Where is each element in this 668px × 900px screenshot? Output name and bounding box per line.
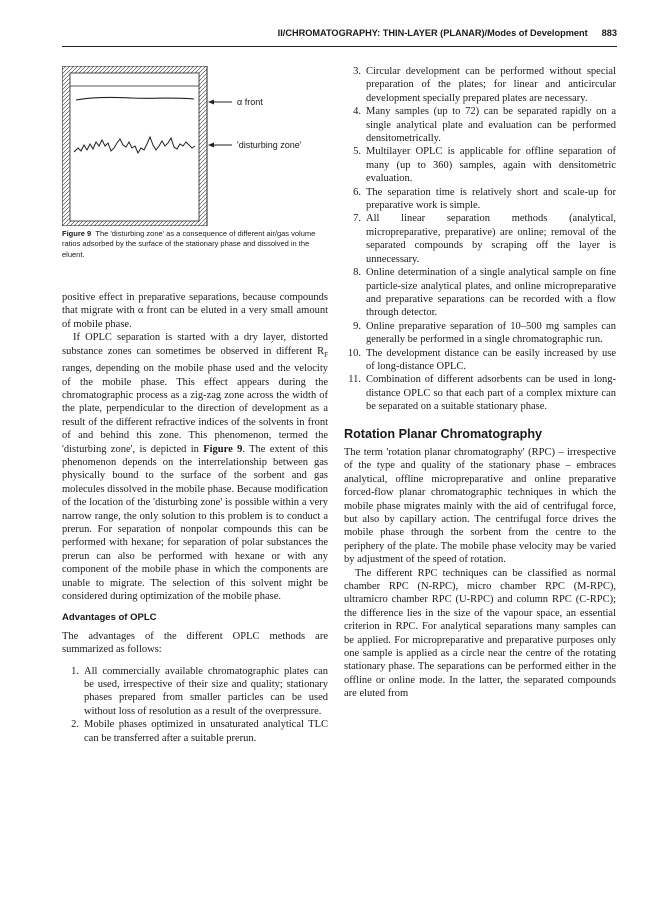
advantages-list-left [62, 665, 328, 745]
figure-caption [62, 229, 328, 260]
caption-label: Figure 9 [62, 229, 92, 238]
right-paragraph-2: The different RPC techniques can be classified as normal chamber RPC (N-RPC), micro chamber RPC (M-RPC), ultramicro chamber RPC (U-RPC) and column RPC (C-RPC); the difference lies in the size of the vapour space, an essential criterion in RPC. For analytical separations many samples can be applied. For micropreparative and preparative purposes only one sample is applied as a circle near the centre of the rotating stationary phase. The separations can be performed either in the offline or online mode. In the latter, the separated compounds are eluted from [344, 567, 616, 700]
list-item: 11. Combination of different adsorbents can be used in long-distance OPLC so that each part of a complex mixture can be separated on a suitable stationary phase. [348, 374, 616, 413]
list-item: 7. All linear separation methods (analytical, micropreparative, preparative) are online; removal of the separated compounds by scraping off the layer is unnecessary. [353, 213, 616, 265]
front-arrow-head [208, 100, 214, 105]
advantages-list-right [344, 65, 616, 414]
disturbing-zone-diagram [62, 66, 328, 226]
plate-layer [70, 73, 199, 221]
advantages-subheading: Advantages of OPLC [62, 612, 157, 624]
left-paragraph-1: positive effect in preparative separations, because compounds that migrate with α front can be eluted in a very small amount of mobile phase. [62, 292, 328, 330]
section-heading: Rotation Planar Chromatography [344, 426, 543, 441]
figure-reference[interactable]: Figure 9 [203, 443, 243, 455]
caption-text: The 'disturbing zone' as a consequence of different air/gas volume ratios adsorbed by the surface of the stationary phase and dissolved in the eluent. [62, 229, 316, 259]
left-column [62, 291, 328, 745]
list-item: 4. Many samples (up to 72) can be separated rapidly on a single analytical plate and evaluation can be performed densitometrically. [353, 106, 616, 145]
label-alpha-front: α front [237, 97, 263, 107]
list-item: 1. All commercially available chromatographic plates can be used, irrespective of their size and quality; stationary phases prepared from smaller particles can be used without loss of resolution as a result of the overpressure. [71, 665, 328, 717]
right-paragraph-1: The term 'rotation planar chromatography' (RPC) – irrespective of the type and quality of the stationary phase – embraces analytical, offline micropreparative and online preparative forced-flow planar chromatographic techniques in which the mobile phase migrates mainly with the aid of centrifugal force, but also by capillary action. The centrifugal force drives the mobile phase through the sorbent from the centre to the periphery of the plate. The mobile phase velocity may be varied by adjustment of the speed of rotation. [344, 446, 616, 566]
list-item: 8. Online determination of a single analytical sample on fine particle-size analytical plates, and online micropreparative and preparative separations can be recorded with a flow through detector. [353, 267, 616, 319]
label-disturbing-zone: 'disturbing zone' [237, 140, 302, 150]
list-item: 6. The separation time is relatively short and scale-up for preparative work is simple. [353, 186, 616, 212]
right-column [344, 65, 616, 701]
left-paragraph-3: The advantages of the different OPLC methods are summarized as follows: [62, 630, 328, 656]
page-number: 883 [601, 28, 617, 38]
left-paragraph-2: If OPLC separation is started with a dry layer, distorted substance zones can sometimes be observed in different $R_F$ ranges, depending on the mobile phase used and the velocity of the mobile phase. This effect appears during the chromatographic process as a zig-zag zone across the width of the plate, perpendicular to the direction of development as a result of the different refractive indices of the solvents in front of and behind this zone. This phenomenon, termed the 'disturbing zone', is depicted in Figure 9. The extent of this phenomenon depends on the interrelationship between gas physically bound to the surface of the sorbent and gas molecules dissolved in the mobile phase. Because modification of the location of the 'disturbing zone' is possible within a very narrow range, the only solution to this problem is to conduct a prerun. For separation of nonpolar compounds this can be performed with hexane; for separation of polar substances the prerun can also be performed with hexane or with any component of the mobile phase in which the components are unable to migrate. The selection of this solvent might be considered during optimization of the mobile phase. [62, 332, 328, 603]
running-title: II/CHROMATOGRAPHY: THIN-LAYER (PLANAR)/Modes of Development [277, 28, 588, 38]
list-item: 3. Circular development can be performed without special preparation of the plates; for linear and anticircular development specially prepared plates are necessary. [353, 66, 616, 104]
list-item: 2. Mobile phases optimized in unsaturated analytical TLC can be transferred after a suitable prerun. [71, 719, 328, 744]
list-item: 5. Multilayer OPLC is applicable for offline separation of many (up to 360) samples, again with densitometric evaluation. [353, 146, 616, 185]
list-item: 10. The development distance can be easily increased by use of long-distance OPLC. [347, 347, 616, 372]
list-item: 9. Online preparative separation of 10–500 mg samples can generally be performed in a single chromatographic run. [353, 320, 616, 346]
running-header [62, 26, 617, 47]
disturbing-arrow-head [208, 143, 214, 148]
figure-9 [62, 66, 328, 231]
